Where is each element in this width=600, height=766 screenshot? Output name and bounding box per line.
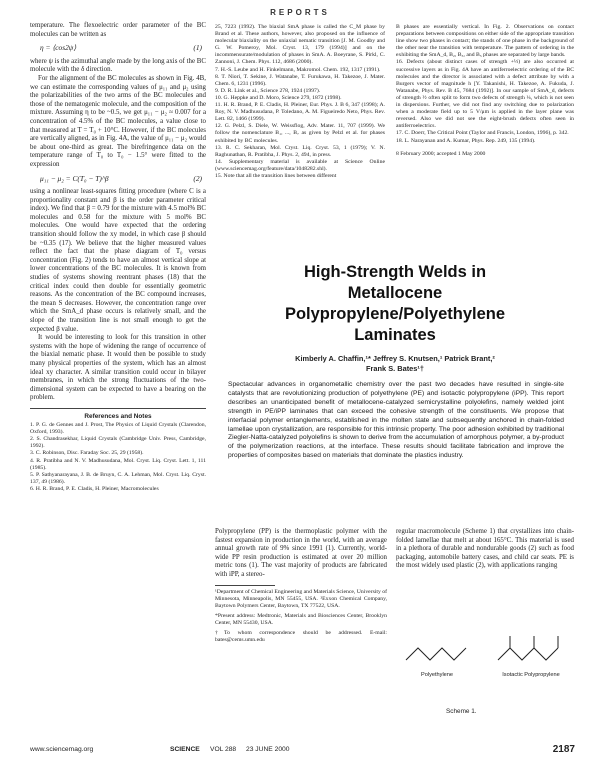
affiliation-item: ¹Department of Chemical Engineering and Materials Science, University of Minnesota, Minneapolis, MN 55455, USA. ²Exxon Chemical Company, Baytown Polymers Center, Baytown, TX 77522, USA. bbox=[215, 588, 387, 609]
reference-item: 8. T. Niori, T. Sekine, J. Watanabe, T. Furukawa, H. Takezoe, J. Mater. Chem. 6, 1231 (1996). bbox=[215, 73, 385, 87]
reference-item: B phases are essentially vertical. In Fig. 2. Observations on contact preparations between compositions on either side of the appropriate transition line show two phases in contact; the stands of one phase in the background of the other near the transition with temperature. The pattern of ordering in the exhibiting the SmA_d, B₂, B₃, and B₅ phases are separated by large bands. bbox=[396, 24, 574, 59]
running-header: REPORTS bbox=[270, 8, 330, 17]
footer-date: 23 JUNE 2000 bbox=[246, 746, 290, 753]
reference-item: 10. G. Heppke and D. Moro, Science 279, 1872 (1998). bbox=[215, 94, 342, 101]
references-heading: References and Notes bbox=[84, 412, 152, 420]
scheme-label-polyethylene: Polyethylene bbox=[420, 672, 454, 678]
reference-item: 11. H. R. Brand, P. E. Cladis, H. Pleiner, Eur. Phys. J. B 6, 347 (1998); A. Roy, N. V. Madhusudana, P. Toledano, A. M. Figueiredo Neto, Phys. Rev. Lett. 82, 1466 (1999). bbox=[215, 102, 385, 123]
reference-item: 5. P. Sathyanarayana, J. B. de Bruyn, C. A. Lehman, Mol. Cryst. Liq. Cryst. 137, 49 (1986). bbox=[30, 471, 206, 485]
reference-item: 14. Supplementary material is available at Science Online (www.sciencemag.org/feature/data/1048282.shl). bbox=[215, 158, 385, 172]
equation-2-number: (2) bbox=[193, 173, 202, 183]
reference-item: 7. H.-S. Leube and H. Finkelmann, Makromol. Chem. 192, 1317 (1991). bbox=[215, 66, 381, 73]
footer-url: www.sciencemag.org bbox=[30, 746, 94, 753]
scheme-label-polypropylene: Isotactic Polypropylene bbox=[502, 672, 560, 678]
reference-item: 15. Note that all the transition lines between different bbox=[215, 172, 337, 179]
footer-journal: SCIENCE bbox=[170, 746, 200, 753]
equation-1-number: (1) bbox=[193, 43, 202, 53]
article-body-right bbox=[396, 528, 574, 571]
equation-1-text: η = ⟨cos2ψ⟩ bbox=[40, 43, 77, 53]
footer-volume: VOL 288 bbox=[210, 746, 237, 753]
reference-item: 3. C. Robinson, Disc. Faraday Soc. 25, 29 (1958). bbox=[30, 450, 144, 457]
title-line: Metallocene bbox=[347, 284, 443, 302]
authors-line-2: Frank S. Bates¹† bbox=[366, 364, 424, 373]
page-number: 2187 bbox=[552, 744, 575, 755]
left-para-4: using a nonlinear least-squares fitting procedure (where C is a proportionality constant and β is the order parameter critical index). We find that β = 0.79 for the mixture with 4.5 mol% BC molecules and 0.58 for the mixture with 5 mol% BC molecules. One would have expected that the ordering transition should follow the xy model, in which case β should be ~0.35 (17). We believe that the higher measured values reflect the fact that the phase diagram of T₀ versus concentration (Fig. 2) tends to have an almost vertical slope at lower concentrations of the BC molecules. It is known from studies of systems showing reentrant phases (18) that the critical index could then double for essentially geometric reasons. As the concentration of the BC compound increases, the mean S decreases. However, the concentration range over which the SmA_d phase occurs is relatively small, and the slope of the transition line is not small enough to get the expected β value. bbox=[30, 188, 206, 333]
title-line: High-Strength Welds in bbox=[303, 263, 487, 281]
affiliations bbox=[215, 589, 387, 645]
middle-references bbox=[215, 24, 385, 180]
reference-item: 13. R. C. Sekharan, Mol. Cryst. Liq. Cryst. 53, 1 (1979); V. N. Raghunathan, R. Pratibha, J. Phys. 2, 494, in press. bbox=[215, 144, 385, 158]
reference-item: 18. L. Narayanan and A. Kumar, Phys. Rep. 249, 135 (1994). bbox=[396, 137, 536, 144]
reference-item: 12. G. Pelzl, S. Diele, W. Weissflog, Adv. Mater. 11, 707 (1999). We follow the nomenclature B₁, ..., B₇ as given by Pelzl et al. for phases exhibited by BC molecules. bbox=[215, 123, 385, 144]
equation-2-text: μ₁₁ − μ₂ = C(T₀ − T)^β bbox=[40, 173, 109, 183]
divider bbox=[215, 585, 275, 586]
left-references bbox=[30, 408, 206, 493]
article-body-left bbox=[215, 528, 387, 644]
body-right-text: regular macromolecule (Scheme 1) that crystallizes into chain-folded lamellae that melt at about 165°C. This material is used in a plethora of durable and nondurable goods (2) such as food packaging, automobile battery cases, and child car seats. PE is the most widely used plastic (2), with applications ranging bbox=[396, 528, 574, 570]
body-left-text: Polypropylene (PP) is the thermoplastic polymer with the fastest expansion in production in the world, with an average annual growth rate of 9% since 1991 (1). Currently, world-wide PP resin production is estimated at over 20 million metric tons (1). The vast majority of products are fabricated with iPP, a stereo- bbox=[215, 528, 387, 578]
reference-item: 2. S. Chandrasekhar, Liquid Crystals (Cambridge Univ. Press, Cambridge, 1992). bbox=[30, 436, 206, 450]
reference-item: 4. R. Pratibha and N. V. Madhusudana, Mol. Cryst. Liq. Cryst. Lett. 1, 111 (1985). bbox=[30, 457, 206, 471]
left-para-1: temperature. The flexoelectric order parameter of the BC molecules can be written as bbox=[30, 22, 206, 38]
page-footer bbox=[30, 744, 575, 758]
right-references bbox=[396, 24, 574, 158]
reference-item: 25, 7223 (1992). The biaxial SmA phase is called the C_M phase by Brand et al. These authors, however, also proposed on the influence of molecular biaxiality on the uniaxial nematic transition [J. M. Goodby and G. W. Pomeroy, Mol. Cryst. 13, 179 (1994)] and on the incommensurate/modulation of phases in SmA. A. Boeyrane, S. Pirkl, C. Zannoni, J. Chem. Phys. 112, 4686 (2000). bbox=[215, 24, 385, 66]
polyethylene-chain bbox=[406, 648, 466, 660]
left-para-3: For the alignment of the BC molecules as shown in Fig. 4B, we can estimate the corresponding values of μ₁₁ and μ₂ using the polarizabilities of the two arms of the BC molecules and those of the nematogenic molecule, and the composition of the mixture. Assuming η to be ~0.5, we get μ₁₁ − μ₂ ≈ 0.007 for a concentration of 4.5% of the BC molecules, a value close to that measured at T = T₀ + 10°C. However, if the BC molecules are vertically aligned, as in Fig. 4A, the value of μ₁₁ − μ₂ would be about one-third as great. The birefringence data on the temperature range of T₀ to T₀ − 1.5° were fitted to the expression bbox=[30, 74, 206, 168]
affiliation-item: †To whom correspondence should be addressed. E-mail: bates@cems.umn.edu bbox=[215, 630, 387, 644]
left-para-5: It would be interesting to look for this transition in other systems with the hope of widening the range of occurrence of the biaxial nematic phase. It would then be possible to study many physical properties of the system, which has an almost ideal xy character. A similar transition could occur in bilayer membranes, in which the strong fluctuations of the two-dimensional system can be expected to have a bearing on the problem. bbox=[30, 334, 206, 402]
left-ref-list bbox=[30, 422, 206, 493]
authors-line-1: Kimberly A. Chaffin,¹* Jeffrey S. Knutsen,¹ Patrick Brant,² bbox=[295, 354, 495, 363]
title-line: Laminates bbox=[354, 326, 436, 344]
scheme-caption: Scheme 1. bbox=[446, 708, 477, 715]
scheme-1 bbox=[396, 628, 574, 738]
title-line: Polypropylene/Polyethylene bbox=[284, 305, 506, 323]
reference-item: 1. P. G. de Gennes and J. Prost, The Physics of Liquid Crystals (Clarendon, Oxford, 1993). bbox=[30, 422, 206, 436]
scheme-1-structures bbox=[396, 628, 574, 710]
authors bbox=[215, 354, 575, 374]
abstract: Spectacular advances in organometallic chemistry over the past two decades have resulted in single-site catalysts that are revolutionizing production of polyethylene (PE) and isotactic polypropylene (iPP). This report describes an unanticipated benefit of metallocene-catalyzed semicrystalline polyolefins, namely welded joint strength in PE/iPP laminates that can exceed the cohesive strength of the constituents. We propose that interfacial polymer entanglements, established in the molten state and subsequently anchored in chain-folded lamellae upon crystallization, are responsible for this intrinsic property. The poor adhesion exhibited by traditional Ziegler-Natta-catalyzed polyolefins is shown to derive from the accumulation of amorphous polymer, a by-product of the polymerization reactions, at the interface. These results should facilitate fabrication and improve the properties of composites based on materials that dominate the plastics industry. bbox=[228, 381, 564, 460]
reference-item: 6. H. R. Brand, P. E. Cladis, H. Pleiner, Macromolecules bbox=[30, 485, 159, 492]
received-accepted-dates: 8 February 2000; accepted 1 May 2000 bbox=[396, 150, 486, 157]
reference-item: 17. C. Doerr, The Critical Point (Taylor and Francis, London, 1996), p. 342. bbox=[396, 130, 569, 137]
divider bbox=[30, 408, 206, 409]
reference-item: 9. D. R. Link et al., Science 278, 1924 (1997). bbox=[215, 87, 321, 94]
article-title bbox=[215, 262, 575, 346]
polypropylene-chain bbox=[498, 648, 558, 660]
left-para-2: where ψ is the azimuthal angle made by the long axis of the BC molecule with the δ direction. bbox=[30, 57, 206, 74]
equation-1 bbox=[40, 44, 202, 53]
affiliation-item: *Present address: Medtronic, Materials and Biosciences Center, Brooklyn Center, MN 55430, USA. bbox=[215, 612, 387, 626]
reference-item: 16. Defects (about distinct cases of strength +½) are also occurred at successive layers as in Fig. 4A have an antiferroelectric ordering of the BC molecules and the director is associated with a defect attribute by with a Burgers vector of magnitude h [Y. Takanishi, H. Takezoe, A. Fukuda, J. Watanabe, Phys. Rev. B 45, 7684 (1992)]. In our sample of SmA_d, defects of strength ½ often split to form two defects of strength ¼, which is not seen in dispersions. Further, we did not find any switching due to polarization when a moderate field up to 5 V/μm is applied in the layer plane was reversed. Also we did not see the eight-brush defects often seen in antiferroelectrics. bbox=[396, 59, 574, 130]
left-column bbox=[30, 22, 206, 493]
equation-2 bbox=[40, 175, 202, 184]
